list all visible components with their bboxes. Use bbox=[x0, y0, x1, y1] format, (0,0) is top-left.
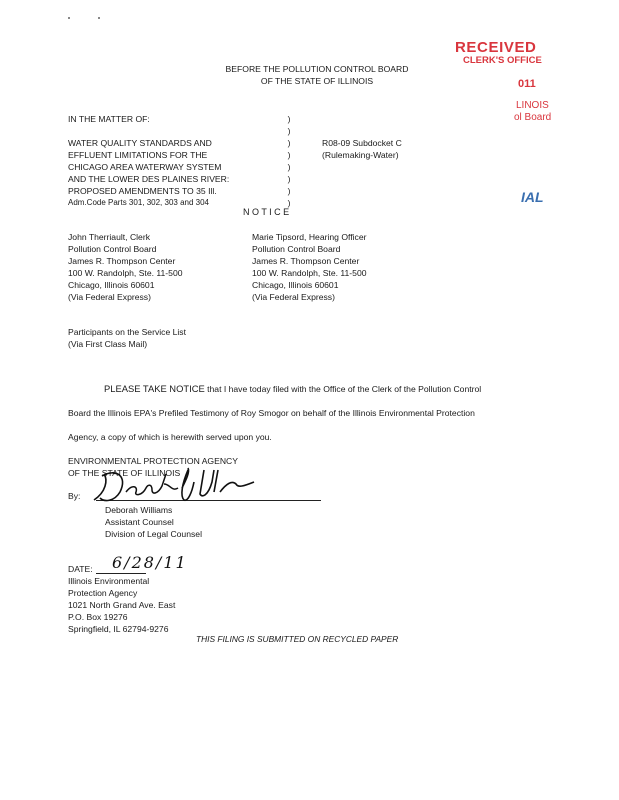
address-line: Pollution Control Board bbox=[252, 244, 341, 254]
docket-number-line2: (Rulemaking-Water) bbox=[322, 150, 399, 160]
signer-title: Assistant Counsel bbox=[105, 517, 174, 527]
stamp-state-fragment: LINOIS bbox=[516, 100, 549, 111]
caption-line: PROPOSED AMENDMENTS TO 35 Ill. bbox=[68, 186, 217, 196]
case-caption bbox=[68, 113, 229, 209]
blue-stamp-fragment: IAL bbox=[521, 189, 544, 205]
board-heading-line2: OF THE STATE OF ILLINOIS bbox=[260, 76, 374, 86]
stamp-received-text: RECEIVED bbox=[455, 39, 537, 56]
address-line: Chicago, Illinois 60601 bbox=[68, 280, 155, 290]
address-line: 100 W. Randolph, Ste. 11-500 bbox=[252, 268, 367, 278]
address-line: 1021 North Grand Ave. East bbox=[68, 600, 176, 610]
by-label: By: bbox=[68, 491, 81, 501]
docket-number bbox=[322, 137, 402, 161]
notice-title: N O T I C E bbox=[243, 207, 290, 217]
caption-paren: ) bbox=[287, 186, 291, 196]
caption-paren: ) bbox=[287, 126, 291, 136]
date-label: DATE: bbox=[68, 564, 93, 574]
signer-details bbox=[105, 504, 202, 540]
service-list-addressee bbox=[68, 326, 186, 350]
caption-paren: ) bbox=[287, 174, 291, 184]
notice-body-line1 bbox=[104, 383, 481, 395]
address-line: Protection Agency bbox=[68, 588, 138, 598]
address-line: Marie Tipsord, Hearing Officer bbox=[252, 232, 367, 242]
board-heading bbox=[0, 63, 619, 87]
address-line: (Via Federal Express) bbox=[252, 292, 335, 302]
address-line: Springfield, IL 62794-9276 bbox=[68, 624, 169, 634]
signer-name: Deborah Williams bbox=[105, 505, 173, 515]
date-underline bbox=[96, 573, 146, 574]
agency-name-line1: ENVIRONMENTAL PROTECTION AGENCY bbox=[68, 456, 238, 466]
scan-speck bbox=[68, 17, 70, 19]
caption-paren: ) bbox=[287, 198, 291, 208]
board-heading-line1: BEFORE THE POLLUTION CONTROL BOARD bbox=[225, 64, 409, 74]
caption-paren: ) bbox=[287, 114, 291, 124]
addressee-hearing-officer bbox=[252, 231, 367, 303]
address-line: P.O. Box 19276 bbox=[68, 612, 128, 622]
handwritten-date: 6/28/11 bbox=[112, 553, 188, 572]
caption-paren: ) bbox=[287, 162, 291, 172]
address-line: (Via First Class Mail) bbox=[68, 339, 148, 349]
caption-parentheses bbox=[285, 113, 293, 209]
caption-line: EFFLUENT LIMITATIONS FOR THE bbox=[68, 150, 208, 160]
address-line: Illinois Environmental bbox=[68, 576, 150, 586]
caption-line: IN THE MATTER OF: bbox=[68, 114, 150, 124]
notice-body-line3: Agency, a copy of which is herewith served upon you. bbox=[68, 432, 272, 442]
stamp-board-fragment: ol Board bbox=[514, 112, 552, 123]
addressee-clerk bbox=[68, 231, 183, 303]
agency-address bbox=[68, 575, 175, 635]
caption-line: Adm.Code Parts 301, 302, 303 and 304 bbox=[68, 198, 209, 207]
docket-number-line1: R08-09 Subdocket C bbox=[322, 138, 402, 148]
caption-paren: ) bbox=[287, 150, 291, 160]
address-line: James R. Thompson Center bbox=[68, 256, 176, 266]
recycled-paper-footer: THIS FILING IS SUBMITTED ON RECYCLED PAPER bbox=[196, 634, 399, 644]
caption-paren: ) bbox=[287, 138, 291, 148]
address-line: Participants on the Service List bbox=[68, 327, 186, 337]
agency-name-line2: OF THE STATE OF ILLINOIS bbox=[68, 468, 181, 478]
stamp-clerks-office-text: CLERK'S OFFICE bbox=[463, 55, 542, 66]
notice-body-line2: Board the Illinois EPA's Prefiled Testimony of Roy Smogor on behalf of the Illinois Environmental Protection bbox=[68, 408, 475, 418]
scan-speck bbox=[98, 17, 100, 19]
address-line: Chicago, Illinois 60601 bbox=[252, 280, 339, 290]
address-line: James R. Thompson Center bbox=[252, 256, 360, 266]
caption-line: CHICAGO AREA WATERWAY SYSTEM bbox=[68, 162, 222, 172]
caption-line: WATER QUALITY STANDARDS AND bbox=[68, 138, 212, 148]
address-line: (Via Federal Express) bbox=[68, 292, 151, 302]
address-line: John Therriault, Clerk bbox=[68, 232, 150, 242]
stamp-year-fragment: 011 bbox=[518, 78, 536, 90]
notice-body-text: that I have today filed with the Office of the Clerk of the Pollution Control bbox=[204, 384, 482, 394]
notice-lead: PLEASE TAKE NOTICE bbox=[104, 383, 205, 394]
caption-line bbox=[68, 125, 229, 137]
address-line: 100 W. Randolph, Ste. 11-500 bbox=[68, 268, 183, 278]
caption-line: AND THE LOWER DES PLAINES RIVER: bbox=[68, 174, 230, 184]
address-line: Pollution Control Board bbox=[68, 244, 157, 254]
signer-division: Division of Legal Counsel bbox=[105, 529, 202, 539]
